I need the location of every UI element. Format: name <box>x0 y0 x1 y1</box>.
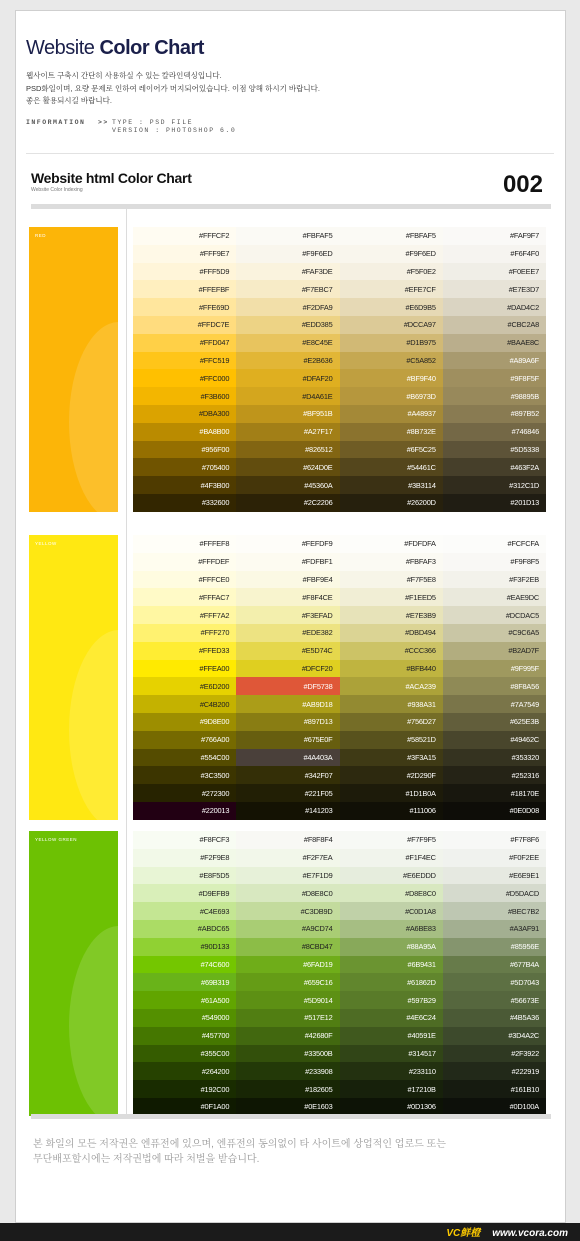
color-cell: #463F2A <box>443 458 546 476</box>
section-name: YELLOW GREEN <box>35 837 78 842</box>
color-cell: #956F00 <box>133 441 236 459</box>
color-cell: #F7F9F5 <box>340 831 443 849</box>
color-cell: #D9EFB9 <box>133 884 236 902</box>
color-cell: #161B10 <box>443 1080 546 1098</box>
color-cell: #C0D1A8 <box>340 902 443 920</box>
color-cell: #677B4A <box>443 956 546 974</box>
description-line: 좋은 활용되시길 바랍니다. <box>26 96 112 105</box>
swatch-highlight <box>69 926 118 1116</box>
color-cell: #B6973D <box>340 387 443 405</box>
color-cell: #E7E3D7 <box>443 280 546 298</box>
color-cell: #33500B <box>236 1045 339 1063</box>
color-cell: #CBC2A8 <box>443 316 546 334</box>
color-cell: #312C1D <box>443 476 546 494</box>
section-swatch <box>29 831 118 1116</box>
color-cell: #49462C <box>443 731 546 749</box>
color-cell: #F3EFAD <box>236 606 339 624</box>
color-cell: #826512 <box>236 441 339 459</box>
watermark-url: www.vcora.com <box>492 1228 568 1239</box>
color-cell: #252316 <box>443 766 546 784</box>
color-cell: #FFD047 <box>133 334 236 352</box>
color-cell: #B2AD7F <box>443 642 546 660</box>
color-cell: #5D9014 <box>236 991 339 1009</box>
color-cell: #BFB440 <box>340 660 443 678</box>
color-cell: #F2F9E8 <box>133 849 236 867</box>
color-cell: #FFF270 <box>133 624 236 642</box>
color-cell: #FAF9F7 <box>443 227 546 245</box>
color-cell: #F2DFA9 <box>236 298 339 316</box>
color-cell: #F8F8F4 <box>236 831 339 849</box>
color-cell: #F2F7EA <box>236 849 339 867</box>
color-cell: #192C00 <box>133 1080 236 1098</box>
color-cell: #26200D <box>340 494 443 512</box>
chart-top-rule <box>31 204 551 209</box>
color-cell: #F0EEE7 <box>443 263 546 281</box>
color-cell: #17210B <box>340 1080 443 1098</box>
color-cell: #90D133 <box>133 938 236 956</box>
copyright-line: 본 화일의 모든 저작권은 엔퓨전에 있으며, 엔퓨전의 동의없이 타 사이트에 상업적인 업로드 또는 <box>33 1139 446 1150</box>
color-cell: #938A31 <box>340 695 443 713</box>
color-cell: #E2B636 <box>236 352 339 370</box>
color-cell: #42680F <box>236 1027 339 1045</box>
color-cell: #0E0D08 <box>443 802 546 820</box>
swatch-highlight <box>69 322 118 512</box>
color-cell: #FFDC7E <box>133 316 236 334</box>
description-line: PSD화일이며, 요량 문제로 인하여 레이어가 머지되어있습니다. 이점 양해 하시기 바랍니다. <box>26 83 320 93</box>
color-cell: #A48937 <box>340 405 443 423</box>
watermark-logo <box>446 1224 568 1239</box>
color-cell: #8F8A56 <box>443 677 546 695</box>
color-cell: #5D5338 <box>443 441 546 459</box>
color-cell: #549000 <box>133 1009 236 1027</box>
color-cell: #111006 <box>340 802 443 820</box>
color-cell: #FFF7A2 <box>133 606 236 624</box>
color-cell: #FAF3DE <box>236 263 339 281</box>
color-cell: #FFF5D9 <box>133 263 236 281</box>
watermark-brand: VC鲜橙 <box>446 1228 481 1239</box>
color-cell: #74C600 <box>133 956 236 974</box>
color-cell: #F3F2EB <box>443 571 546 589</box>
color-cell: #517E12 <box>236 1009 339 1027</box>
color-cell: #2D290F <box>340 766 443 784</box>
chart-bottom-rule <box>31 1114 551 1119</box>
color-cell: #C9C6A5 <box>443 624 546 642</box>
chart-number: 002 <box>502 171 543 198</box>
color-cell: #C4E693 <box>133 902 236 920</box>
color-cell: #FFF9E7 <box>133 245 236 263</box>
color-grid <box>133 535 546 820</box>
color-cell: #C5A852 <box>340 352 443 370</box>
color-cell: #FDFDFA <box>340 535 443 553</box>
color-cell: #705400 <box>133 458 236 476</box>
color-cell: #CCC366 <box>340 642 443 660</box>
color-cell: #A6BE83 <box>340 920 443 938</box>
color-cell: #ABDC65 <box>133 920 236 938</box>
color-cell: #233908 <box>236 1062 339 1080</box>
color-cell: #BAAE8C <box>443 334 546 352</box>
color-cell: #DF5738 <box>236 677 339 695</box>
file-version: VERSION : PHOTOSHOP 6.0 <box>112 127 237 134</box>
arrow-icon: >> <box>98 119 109 126</box>
chart-subtitle: Website Color Indexing <box>31 187 83 193</box>
color-cell: #9F995F <box>443 660 546 678</box>
color-cell: #F7F8F6 <box>443 831 546 849</box>
color-cell: #D8E8C0 <box>340 884 443 902</box>
color-grid <box>133 831 546 1116</box>
color-cell: #6F5C25 <box>340 441 443 459</box>
color-cell: #4E6C24 <box>340 1009 443 1027</box>
color-cell: #FFC000 <box>133 369 236 387</box>
color-cell: #6B9431 <box>340 956 443 974</box>
color-chart-page <box>15 10 566 1223</box>
color-cell: #233110 <box>340 1062 443 1080</box>
color-cell: #2C2206 <box>236 494 339 512</box>
chart-vertical-rule <box>126 209 127 1114</box>
color-cell: #353320 <box>443 749 546 767</box>
color-cell: #3C3500 <box>133 766 236 784</box>
color-cell: #AB9D18 <box>236 695 339 713</box>
copyright-line: 무단배포할시에는 저작권법에 따라 처벌을 받습니다. <box>33 1153 260 1165</box>
section-name: YELLOW <box>35 541 57 546</box>
color-cell: #BF9F40 <box>340 369 443 387</box>
color-cell: #624D0E <box>236 458 339 476</box>
color-cell: #0D100A <box>443 1098 546 1116</box>
color-cell: #141203 <box>236 802 339 820</box>
color-cell: #9F8F5F <box>443 369 546 387</box>
copyright-notice <box>33 1138 446 1167</box>
color-cell: #FDFBF1 <box>236 553 339 571</box>
information-block <box>26 119 236 135</box>
color-cell: #8CBD47 <box>236 938 339 956</box>
color-cell: #98895B <box>443 387 546 405</box>
color-cell: #597B29 <box>340 991 443 1009</box>
color-cell: #BA8B00 <box>133 423 236 441</box>
color-cell: #675E0F <box>236 731 339 749</box>
file-type: TYPE : PSD FILE <box>112 119 194 126</box>
color-cell: #D4A61E <box>236 387 339 405</box>
color-cell: #F8FCF3 <box>133 831 236 849</box>
color-cell: #58521D <box>340 731 443 749</box>
color-cell: #69B319 <box>133 973 236 991</box>
color-cell: #61862D <box>340 973 443 991</box>
color-cell: #457700 <box>133 1027 236 1045</box>
color-cell: #ACA239 <box>340 677 443 695</box>
color-cell: #756D27 <box>340 713 443 731</box>
color-cell: #DCDAC5 <box>443 606 546 624</box>
color-cell: #F8F4CE <box>236 588 339 606</box>
color-cell: #61A500 <box>133 991 236 1009</box>
color-cell: #0F1A00 <box>133 1098 236 1116</box>
color-cell: #F7F5E8 <box>340 571 443 589</box>
color-cell: #FFED33 <box>133 642 236 660</box>
color-cell: #FCFCFA <box>443 535 546 553</box>
color-cell: #F9F6ED <box>236 245 339 263</box>
color-cell: #8B732E <box>340 423 443 441</box>
color-cell: #EFE7CF <box>340 280 443 298</box>
color-cell: #659C16 <box>236 973 339 991</box>
color-cell: #D8E8C0 <box>236 884 339 902</box>
color-cell: #4A403A <box>236 749 339 767</box>
color-cell: #201D13 <box>443 494 546 512</box>
color-cell: #D1B975 <box>340 334 443 352</box>
color-cell: #E8C45E <box>236 334 339 352</box>
color-cell: #7A7549 <box>443 695 546 713</box>
color-cell: #F1EED5 <box>340 588 443 606</box>
color-cell: #54461C <box>340 458 443 476</box>
chart-title: Website html Color Chart <box>31 170 192 186</box>
color-cell: #272300 <box>133 784 236 802</box>
color-cell: #9D8E00 <box>133 713 236 731</box>
color-cell: #182605 <box>236 1080 339 1098</box>
color-cell: #2F3922 <box>443 1045 546 1063</box>
color-cell: #E7E3B9 <box>340 606 443 624</box>
information-label: INFORMATION <box>26 119 86 126</box>
color-cell: #DBA300 <box>133 405 236 423</box>
color-cell: #F1F4EC <box>340 849 443 867</box>
color-cell: #FFFAC7 <box>133 588 236 606</box>
color-cell: #264200 <box>133 1062 236 1080</box>
color-cell: #4F3B00 <box>133 476 236 494</box>
color-cell: #E6E9E1 <box>443 867 546 885</box>
color-cell: #FFFEF8 <box>133 535 236 553</box>
color-cell: #6FAD19 <box>236 956 339 974</box>
color-cell: #4B5A36 <box>443 1009 546 1027</box>
color-cell: #F5F0E2 <box>340 263 443 281</box>
color-cell: #897B52 <box>443 405 546 423</box>
color-cell: #3D4A2C <box>443 1027 546 1045</box>
color-cell: #FBFAF5 <box>236 227 339 245</box>
section-swatch <box>29 535 118 820</box>
description <box>26 70 320 108</box>
color-cell: #FBFAF3 <box>340 553 443 571</box>
section-swatch <box>29 227 118 512</box>
color-cell: #0E1603 <box>236 1098 339 1116</box>
color-cell: #FFEA00 <box>133 660 236 678</box>
color-cell: #F3B600 <box>133 387 236 405</box>
page-title: Website Color Chart <box>26 37 204 59</box>
color-cell: #221F05 <box>236 784 339 802</box>
color-cell: #766A00 <box>133 731 236 749</box>
swatch-highlight <box>69 630 118 820</box>
color-cell: #FFFCF2 <box>133 227 236 245</box>
color-cell: #85956E <box>443 938 546 956</box>
color-cell: #FBF9E4 <box>236 571 339 589</box>
color-cell: #E6D9B5 <box>340 298 443 316</box>
color-cell: #FFFDEF <box>133 553 236 571</box>
color-cell: #EDE382 <box>236 624 339 642</box>
color-cell: #D5DACD <box>443 884 546 902</box>
color-cell: #F9F6ED <box>340 245 443 263</box>
color-cell: #C4B200 <box>133 695 236 713</box>
color-cell: #220013 <box>133 802 236 820</box>
color-cell: #F9F8F5 <box>443 553 546 571</box>
color-cell: #F6F4F0 <box>443 245 546 263</box>
color-cell: #DAD4C2 <box>443 298 546 316</box>
color-cell: #3F3A15 <box>340 749 443 767</box>
color-cell: #FBFAF5 <box>340 227 443 245</box>
color-cell: #E5D74C <box>236 642 339 660</box>
color-cell: #EAE9DC <box>443 588 546 606</box>
color-cell: #222919 <box>443 1062 546 1080</box>
color-cell: #3B3114 <box>340 476 443 494</box>
color-cell: #88A95A <box>340 938 443 956</box>
color-cell: #355C00 <box>133 1045 236 1063</box>
color-cell: #18170E <box>443 784 546 802</box>
color-cell: #F7EBC7 <box>236 280 339 298</box>
color-cell: #A27F17 <box>236 423 339 441</box>
color-cell: #A3AF91 <box>443 920 546 938</box>
color-cell: #E8F5D5 <box>133 867 236 885</box>
color-cell: #897D13 <box>236 713 339 731</box>
description-line: 웹사이트 구축시 간단히 사용하실 수 있는 칼라인덱싱입니다. <box>26 71 222 80</box>
color-cell: #1D1B0A <box>340 784 443 802</box>
color-cell: #F0F2EE <box>443 849 546 867</box>
color-cell: #746846 <box>443 423 546 441</box>
color-grid <box>133 227 546 512</box>
color-cell: #45360A <box>236 476 339 494</box>
color-cell: #A89A6F <box>443 352 546 370</box>
color-cell: #314517 <box>340 1045 443 1063</box>
color-cell: #DFCF20 <box>236 660 339 678</box>
color-cell: #625E3B <box>443 713 546 731</box>
color-cell: #E7F1D9 <box>236 867 339 885</box>
color-cell: #E6D200 <box>133 677 236 695</box>
color-cell: #FFFCE0 <box>133 571 236 589</box>
color-cell: #FEFDF9 <box>236 535 339 553</box>
divider <box>26 153 554 154</box>
color-cell: #FFC519 <box>133 352 236 370</box>
color-cell: #E6EDDD <box>340 867 443 885</box>
color-cell: #DFAF20 <box>236 369 339 387</box>
color-cell: #332600 <box>133 494 236 512</box>
color-cell: #BF951B <box>236 405 339 423</box>
color-cell: #DBD494 <box>340 624 443 642</box>
color-cell: #FFE69D <box>133 298 236 316</box>
color-cell: #A9CD74 <box>236 920 339 938</box>
color-cell: #BEC7B2 <box>443 902 546 920</box>
color-cell: #5D7043 <box>443 973 546 991</box>
color-cell: #0D1306 <box>340 1098 443 1116</box>
color-cell: #EDD385 <box>236 316 339 334</box>
color-cell: #FFEFBF <box>133 280 236 298</box>
color-cell: #40591E <box>340 1027 443 1045</box>
color-cell: #C3DB9D <box>236 902 339 920</box>
color-cell: #342F07 <box>236 766 339 784</box>
color-cell: #DCCA97 <box>340 316 443 334</box>
color-cell: #56673E <box>443 991 546 1009</box>
color-cell: #554C00 <box>133 749 236 767</box>
section-name: RED <box>35 233 47 238</box>
